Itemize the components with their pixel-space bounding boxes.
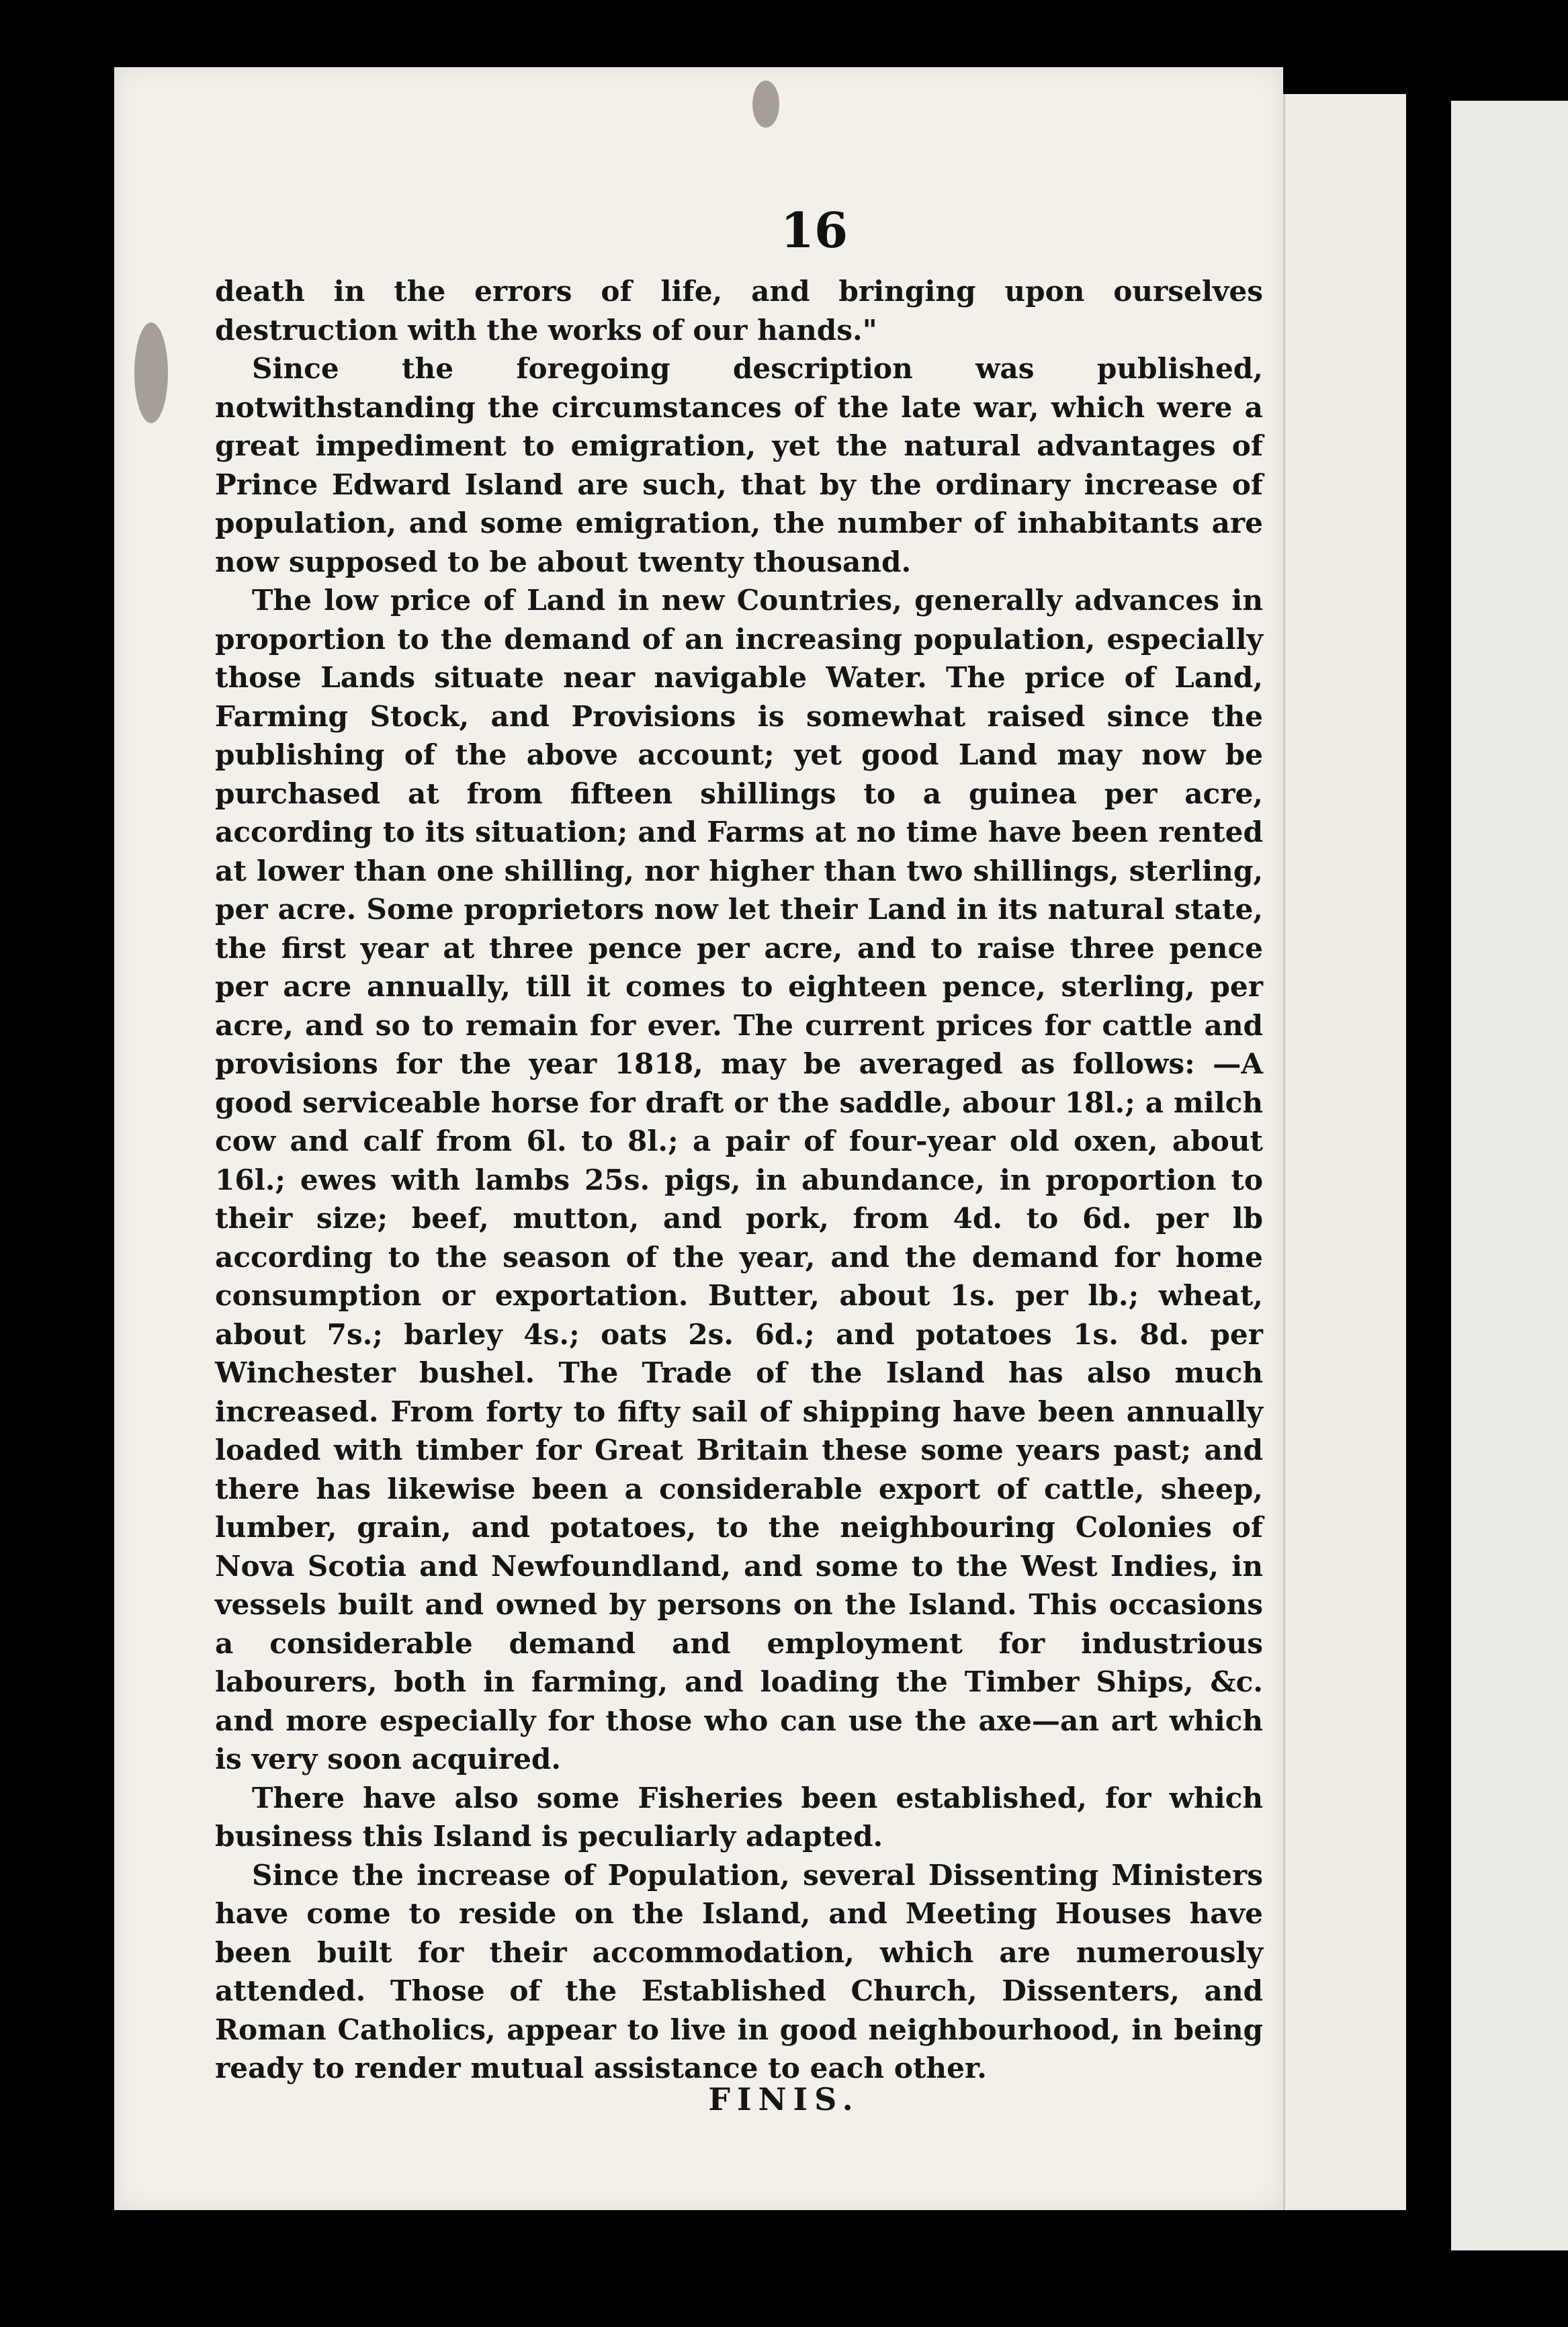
paragraph: Since the increase of Population, several Dissenting Ministers have come to reside on the Island, and Meeting Houses have been built for their accommodation, which are numerously attended. Those of the Established Church, Dissenters, and Roman Catholics, appear to live in good neighbourhood, in being ready to render mutual assistance to each other. bbox=[215, 1857, 1263, 2084]
finis-heading: FINIS. bbox=[708, 2081, 860, 2117]
paragraph: death in the errors of life, and bringing upon ourselves destruction with the works of our hands." bbox=[215, 274, 1263, 347]
ink-smudge bbox=[134, 322, 168, 423]
page-body-text bbox=[215, 272, 1263, 2088]
ink-smudge bbox=[752, 81, 779, 128]
paragraph: The low price of Land in new Countries, generally advances in proportion to the demand of an increasing population, especially those Lands situate near navigable Water. The price of Land, Farming Stock, and Provisions is somewhat raised since the publishing of the above account; yet good Land may now be purchased at from fifteen shillings to a guinea per acre, according to its situation; and Farms at no time have been rented at lower than one shilling, nor higher than two shillings, sterling, per acre. Some proprietors now let their Land in its natural state, the first year at three pence per acre, and to raise three pence per acre annually, till it comes to eighteen pence, sterling, per acre, and so to remain for ever. The current prices for cattle and provisions for the year 1818, may be averaged as follows: —A good serviceable horse for draft or the saddle, abour 18l.; a milch cow and calf from 6l. to 8l.; a pair of four-year old oxen, about 16l.; ewes with lambs 25s. pigs, in abundance, in proportion to their size; beef, mutton, and pork, from 4d. to 6d. per lb according to the season of the year, and the demand for home consumption or exportation. Butter, about 1s. per lb.; wheat, about 7s.; barley 4s.; oats 2s. 6d.; and potatoes 1s. 8d. per Winchester bushel. The Trade of the Island has also much increased. From forty to fifty sail of shipping have been annually loaded with timber for Great Britain these some years past; and there has likewise been a considerable export of cattle, sheep, lumber, grain, and potatoes, to the neighbouring Colonies of Nova Scotia and Newfoundland, and some to the West Indies, in vessels built and owned by persons on the Island. This occasions a considerable demand and employment for industrious labourers, both in farming, and loading the Timber Ships, &c. and more especially for those who can use the axe—an art which is very soon acquired. bbox=[215, 583, 1263, 1775]
paragraph: Since the foregoing description was published, notwithstanding the circumstances of the late war, which were a great impediment to emigration, yet the natural advantages of Prince Edward Island are such, that by the ordinary increase of population, and some emigration, the number of inhabitants are now supposed to be about twenty thousand. bbox=[215, 351, 1263, 578]
page-number: 16 bbox=[780, 202, 848, 259]
paragraph: There have also some Fisheries been established, for which business this Island is peculiarly adapted. bbox=[215, 1780, 1263, 1853]
adjacent-page-edge bbox=[1451, 101, 1568, 2250]
page-fold-edge bbox=[1283, 94, 1406, 2210]
